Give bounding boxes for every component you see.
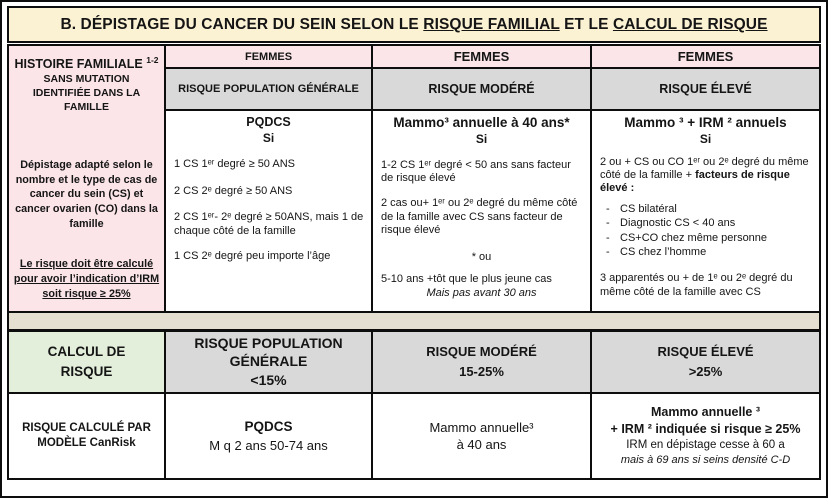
femmes-header-population: FEMMES xyxy=(165,45,372,68)
population-criteria-cell xyxy=(165,110,372,312)
high-risk-factor: - CS bilatéral xyxy=(606,203,813,216)
canrisk-result-row xyxy=(8,393,820,479)
calc-high-range: >25% xyxy=(688,363,723,379)
population-si: Si xyxy=(262,131,275,145)
risk-label-moderate: RISQUE MODÉRÉ xyxy=(372,68,591,110)
family-history-cell xyxy=(8,45,165,312)
title-prefix: B. DÉPISTAGE DU CANCER DU SEIN SELON LE xyxy=(60,16,424,33)
calc-moderate-range: 15-25% xyxy=(459,363,504,379)
population-item: 2 CS 1ᵉʳ- 2ᵉ degré ≥ 50ANS, mais 1 de chaque côté de la famille xyxy=(174,211,364,237)
family-history-paragraph: Dépistage adapté selon le nombre et le type de cas de cancer du sein (CS) et cancer ovarien (CO) dans la famille xyxy=(15,159,158,230)
title-middle: ET LE xyxy=(559,16,613,33)
high-risk-factor: - CS chez l’homme xyxy=(606,246,813,259)
family-history-footnote: 1-2 xyxy=(146,54,159,65)
high-criteria-cell xyxy=(591,110,820,312)
population-item: 1 CS 2ᵉ degré peu importe l’âge xyxy=(174,250,331,263)
family-history-subheading: SANS MUTATION IDENTIFIÉE DANS LA FAMILLE xyxy=(32,73,141,113)
moderate-criteria-cell xyxy=(372,110,591,312)
risk-label-population: RISQUE POPULATION GÉNÉRALE xyxy=(165,68,372,110)
moderate-note: 5-10 ans +tôt que le plus jeune cas xyxy=(381,273,552,286)
result-population-cell xyxy=(165,393,372,479)
calc-moderate-cell: RISQUE MODÉRÉ 15-25% xyxy=(372,330,591,393)
screening-table xyxy=(7,44,821,480)
high-outro: 3 apparentés ou + de 1ᵉ ou 2ᵉ degré du même côté de la famille avec CS xyxy=(600,272,793,298)
high-risk-factor-list xyxy=(606,203,813,260)
high-heading: Mammo ³ + IRM ² annuels xyxy=(624,115,787,130)
femmes-header-row xyxy=(8,45,820,68)
result-high-cell: Mammo annuelle ³ + IRM ² indiquée si risque ≥ 25% IRM en dépistage cesse à 60 a mais à 69 ans si seins densité C-D xyxy=(591,393,820,479)
calc-population-range: <15% xyxy=(250,372,287,389)
femmes-header-high: FEMMES xyxy=(591,45,820,68)
separator-band xyxy=(8,312,820,330)
moderate-heading: Mammo³ annuelle à 40 ans* xyxy=(393,115,570,130)
femmes-header-moderate: FEMMES xyxy=(372,45,591,68)
family-history-underlined-note: Le risque doit être calculé pour avoir l’indication d’IRM soit risque ≥ 25% xyxy=(13,258,160,301)
calc-high-cell: RISQUE ÉLEVÉ >25% xyxy=(591,330,820,393)
result-population-detail: M q 2 ans 50-74 ans xyxy=(209,437,328,453)
high-si: Si xyxy=(699,132,712,147)
title-underlined-risque-familial: RISQUE FAMILIAL xyxy=(423,16,560,33)
high-risk-factor: - Diagnostic CS < 40 ans xyxy=(606,217,813,230)
population-heading: PQDCS xyxy=(246,115,291,129)
title-underlined-calcul-de-risque: CALCUL DE RISQUE xyxy=(612,16,768,33)
risk-label-high: RISQUE ÉLEVÉ xyxy=(591,68,820,110)
moderate-item: 2 cas ou+ 1ᵉʳ ou 2ᵉ degré du même côté de la famille avec CS sans facteur de risque élevé xyxy=(381,197,578,237)
calcul-de-risque-cell: CALCUL DE RISQUE xyxy=(8,330,165,393)
population-item: 2 CS 2ᵉ degré ≥ 50 ANS xyxy=(174,184,293,197)
population-item: 1 CS 1ᵉʳ degré ≥ 50 ANS xyxy=(174,158,295,171)
high-intro-bold: facteurs de risque élevé : xyxy=(600,168,790,195)
high-intro: 2 ou + CS ou CO 1ᵉʳ ou 2ᵉ degré du même côté de la famille + facteurs de risque élevé : xyxy=(600,155,809,195)
family-history-heading: HISTOIRE FAMILIALE $^{1-2}$ xyxy=(14,54,159,71)
canrisk-label-cell: RISQUE CALCULÉ PAR MODÈLE CanRisk xyxy=(8,393,165,479)
page-title xyxy=(7,6,821,43)
moderate-si: Si xyxy=(475,132,488,147)
calc-population-cell: RISQUE POPULATION GÉNÉRALE <15% xyxy=(165,330,372,393)
separator-row xyxy=(8,312,820,330)
result-population-pqdcs: PQDCS xyxy=(244,418,293,434)
moderate-item: 1-2 CS 1ᵉʳ degré < 50 ans sans facteur de risque élevé xyxy=(381,158,571,184)
moderate-note-italic: Mais pas avant 30 ans xyxy=(426,287,537,300)
moderate-star-note: * ou xyxy=(471,250,492,263)
high-risk-factor: - CS+CO chez même personne xyxy=(606,232,813,245)
risk-calculation-header-row xyxy=(8,330,820,393)
result-moderate-cell: Mammo annuelle³ à 40 ans xyxy=(372,393,591,479)
